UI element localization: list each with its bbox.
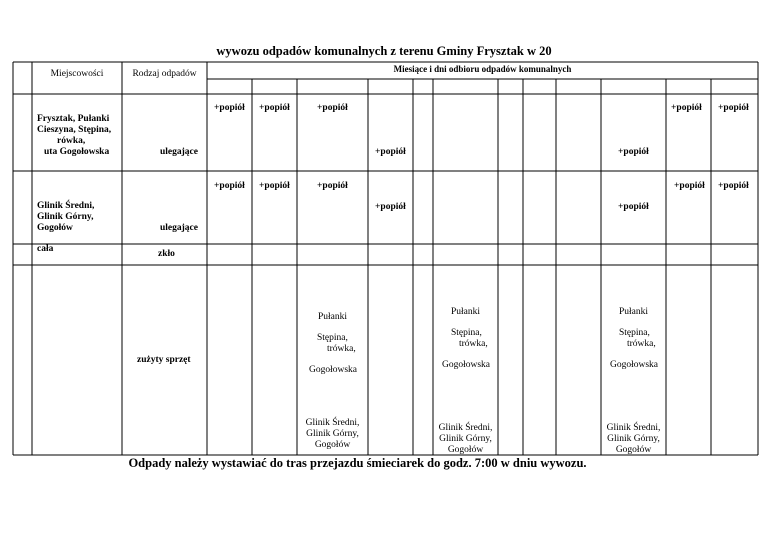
document-title: wywozu odpadów komunalnych z terenu Gminy Frysztak w 20	[216, 44, 552, 58]
row1-location-line-3: rówka,	[57, 136, 86, 146]
row1-cell-1: +popiół	[214, 103, 245, 113]
row2-cell-3: +popiół	[317, 181, 348, 191]
row1-cell-5: +popiół	[618, 147, 649, 157]
group3-bottom-line-2: Glinik Górny,	[607, 434, 660, 444]
row2-location-line-3: Gogołów	[37, 223, 73, 233]
group1-bottom-line-3: Gogołów	[314, 440, 351, 450]
row1-location-line-2: Cieszyna, Stępina,	[37, 125, 112, 135]
row2-cell-7: +popiół	[718, 181, 749, 191]
group1-bottom-line-1: Glinik Średni,	[305, 418, 360, 428]
row3-waste-type: zkło	[158, 249, 175, 259]
group1-top-line-4: Gogołowska	[309, 365, 358, 375]
group1-top-line-3: trówka,	[327, 344, 356, 354]
group2-top-line-4: Gogołowska	[442, 360, 491, 370]
row1-cell-4: +popiół	[375, 147, 406, 157]
row3-location: cała	[37, 244, 54, 254]
row2-cell-2: +popiół	[259, 181, 290, 191]
row2-cell-5: +popiół	[618, 202, 649, 212]
group3-top-line-1: Pułanki	[618, 307, 649, 317]
row2-location-line-2: Glinik Górny,	[37, 212, 94, 222]
group3-bottom-line-3: Gogołów	[615, 445, 652, 455]
group3-top-line-3: trówka,	[627, 339, 656, 349]
row2-cell-1: +popiół	[214, 181, 245, 191]
row1-location-line-1: Frysztak, Pułanki	[37, 114, 110, 124]
group2-bottom-line-1: Glinik Średni,	[438, 423, 493, 433]
row1-waste-type: ulegające	[160, 147, 198, 157]
group2-top-line-3: trówka,	[459, 339, 488, 349]
group2-bottom-line-3: Gogołów	[447, 445, 484, 455]
row1-location-line-4: uta Gogołowska	[44, 147, 110, 157]
header-waste-type: Rodzaj odpadów	[132, 69, 197, 79]
document-footer-note: Odpady należy wystawiać do tras przejazdu śmieciarek do godz. 7:00 w dniu wywozu.	[128, 456, 587, 470]
row1-cell-7: +popiół	[718, 103, 749, 113]
header-months: Miesiące i dni odbioru odpadów komunalnych	[393, 64, 572, 74]
group2-top-line-2: Stępina,	[451, 328, 482, 338]
row2-waste-type: ulegające	[160, 223, 198, 233]
group3-bottom-line-1: Glinik Średni,	[606, 423, 661, 433]
row2-location-line-1: Glinik Średni,	[37, 201, 95, 211]
group1-bottom-line-2: Glinik Górny,	[306, 429, 359, 439]
row4-waste-type: zużyty sprzęt	[137, 355, 191, 365]
row2-cell-4: +popiół	[375, 202, 406, 212]
group3-top-line-2: Stępina,	[619, 328, 650, 338]
group2-bottom-line-2: Glinik Górny,	[439, 434, 492, 444]
group3-top-line-4: Gogołowska	[610, 360, 659, 370]
row1-cell-6: +popiół	[671, 103, 702, 113]
group1-top-line-1: Pułanki	[317, 312, 348, 322]
row2-cell-6: +popiół	[674, 181, 705, 191]
group2-top-line-1: Pułanki	[450, 307, 481, 317]
group1-top-line-2: Stępina,	[317, 333, 348, 343]
row1-cell-3: +popiół	[317, 103, 348, 113]
header-locations: Miejscowości	[50, 69, 104, 79]
row1-cell-2: +popiół	[259, 103, 290, 113]
